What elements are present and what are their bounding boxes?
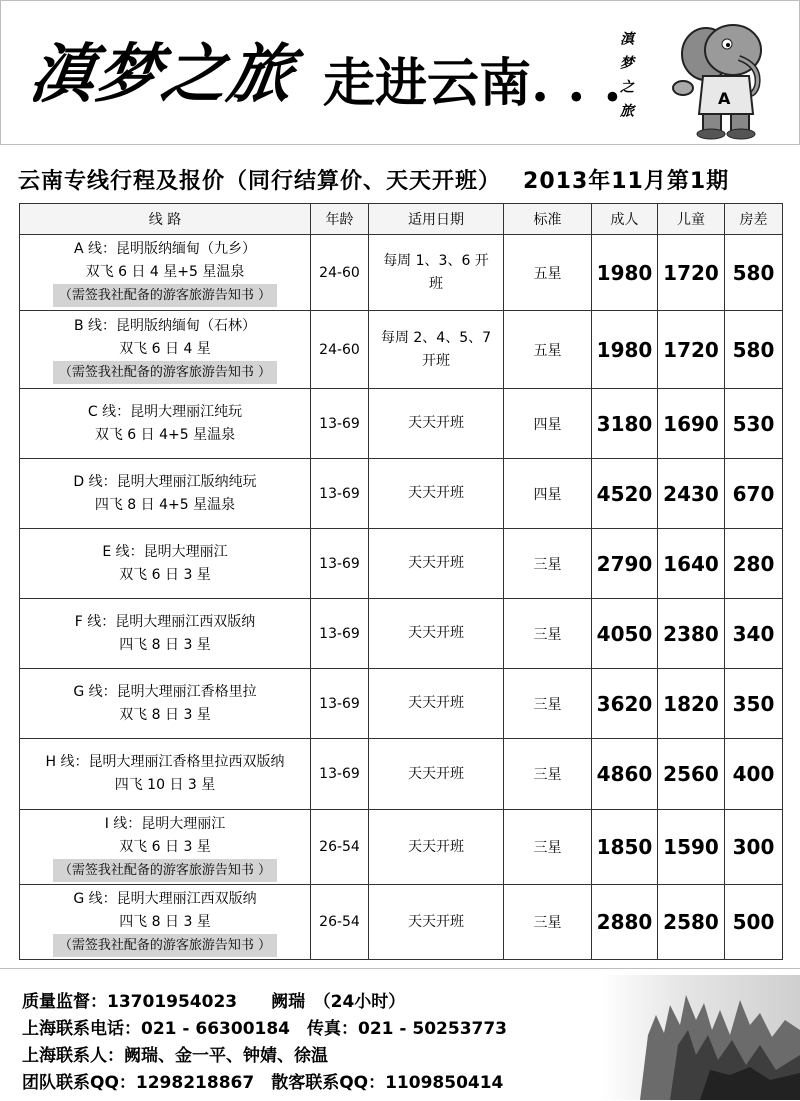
child-price-cell: 2560	[658, 739, 725, 810]
route-cell	[20, 739, 311, 810]
child-price-cell: 1590	[658, 810, 725, 885]
adult-price-cell: 1980	[592, 311, 658, 389]
date-cell: 天天开班	[369, 669, 504, 739]
standard-cell: 三星	[504, 739, 592, 810]
price-table	[19, 203, 783, 960]
age-cell: 24-60	[311, 311, 369, 389]
room-difference-cell: 350	[725, 669, 783, 739]
standard-cell: 五星	[504, 235, 592, 311]
age-cell: 24-60	[311, 235, 369, 311]
child-price-cell: 2380	[658, 599, 725, 669]
supervision-line: 质量监督：13701954023 阙瑞 （24小时）	[22, 992, 406, 1012]
room-difference-cell: 280	[725, 529, 783, 599]
route-name: G 线：昆明大理丽江香格里拉	[73, 683, 257, 700]
route-cell	[20, 311, 311, 389]
route-cell	[20, 529, 311, 599]
room-difference-cell: 300	[725, 810, 783, 885]
route-cell	[20, 599, 311, 669]
age-cell: 13-69	[311, 669, 369, 739]
route-name: H 线：昆明大理丽江香格里拉西双版纳	[45, 754, 285, 770]
child-price-cell: 1720	[658, 235, 725, 311]
table-row	[20, 810, 783, 885]
route-detail: 双飞 6 日 3 星	[119, 566, 211, 583]
age-cell: 13-69	[311, 389, 369, 459]
adult-price-cell: 3620	[592, 669, 658, 739]
date-cell: 天天开班	[369, 739, 504, 810]
route-name: A 线：昆明版纳缅甸（九乡）	[73, 241, 257, 257]
room-difference-cell: 580	[725, 311, 783, 389]
standard-cell: 五星	[504, 311, 592, 389]
child-price-cell: 1720	[658, 311, 725, 389]
table-row	[20, 459, 783, 529]
age-cell: 13-69	[311, 529, 369, 599]
age-cell: 26-54	[311, 810, 369, 885]
route-cell	[20, 885, 311, 960]
date-cell: 天天开班	[369, 389, 504, 459]
room-difference-cell: 530	[725, 389, 783, 459]
adult-price-cell: 3180	[592, 389, 658, 459]
route-cell	[20, 235, 311, 311]
route-cell	[20, 669, 311, 739]
standard-cell: 四星	[504, 389, 592, 459]
room-difference-cell: 500	[725, 885, 783, 960]
date-cell: 天天开班	[369, 529, 504, 599]
slogan: 走进云南. . .	[323, 53, 622, 114]
route-cell	[20, 389, 311, 459]
table-row	[20, 311, 783, 389]
route-detail: 双飞 6 日 4 星+5 星温泉	[85, 264, 245, 280]
route-note: （需签我社配备的游客旅游告知书 ）	[53, 859, 277, 882]
table-row	[20, 529, 783, 599]
table-row	[20, 235, 783, 311]
standard-cell: 三星	[504, 810, 592, 885]
room-difference-cell: 400	[725, 739, 783, 810]
route-name: G 线：昆明大理丽江西双版纳	[73, 890, 257, 907]
adult-price-cell: 4860	[592, 739, 658, 810]
adult-price-cell: 1980	[592, 235, 658, 311]
header-child: 儿童	[658, 204, 725, 235]
date-cell: 每周 2、4、5、7 开班	[369, 311, 504, 389]
standard-cell: 三星	[504, 529, 592, 599]
header-room: 房差	[725, 204, 783, 235]
title-main: 云南专线行程及报价（同行结算价、天天开班）	[18, 169, 502, 194]
route-name: B 线：昆明版纳缅甸（石林）	[73, 318, 257, 334]
table-row	[20, 669, 783, 739]
elephant-mascot-icon	[661, 16, 771, 141]
date-cell: 天天开班	[369, 885, 504, 960]
header-standard: 标准	[504, 204, 592, 235]
phone-line: 上海联系电话：021 - 66300184 传真：021 - 50253773	[22, 1019, 508, 1039]
table-row	[20, 599, 783, 669]
child-price-cell: 2580	[658, 885, 725, 960]
standard-cell: 四星	[504, 459, 592, 529]
route-detail: 四飞 8 日 4+5 星温泉	[94, 496, 236, 513]
route-name: F 线：昆明大理丽江西双版纳	[74, 613, 256, 630]
adult-price-cell: 2880	[592, 885, 658, 960]
route-name: I 线：昆明大理丽江	[104, 815, 226, 832]
route-detail: 四飞 10 日 3 星	[114, 777, 216, 793]
route-detail: 双飞 8 日 3 星	[119, 706, 211, 723]
route-note: （需签我社配备的游客旅游告知书 ）	[53, 361, 277, 384]
page-title	[18, 164, 729, 195]
header-age: 年龄	[311, 204, 369, 235]
child-price-cell: 1640	[658, 529, 725, 599]
route-name: C 线：昆明大理丽江纯玩	[87, 403, 243, 420]
room-difference-cell: 340	[725, 599, 783, 669]
child-price-cell: 2430	[658, 459, 725, 529]
adult-price-cell: 4520	[592, 459, 658, 529]
route-name: D 线：昆明大理丽江版纳纯玩	[73, 473, 257, 490]
child-price-cell: 1820	[658, 669, 725, 739]
contacts-line: 上海联系人：阙瑞、金一平、钟婧、徐温	[22, 1046, 328, 1066]
route-cell	[20, 459, 311, 529]
date-cell: 每周 1、3、6 开班	[369, 235, 504, 311]
standard-cell: 三星	[504, 669, 592, 739]
route-note: （需签我社配备的游客旅游告知书 ）	[53, 934, 277, 957]
adult-price-cell: 4050	[592, 599, 658, 669]
route-detail: 四飞 8 日 3 星	[119, 913, 211, 930]
brand-title: 滇梦之旅	[24, 37, 300, 112]
standard-cell: 三星	[504, 885, 592, 960]
standard-cell: 三星	[504, 599, 592, 669]
age-cell: 13-69	[311, 739, 369, 810]
date-cell: 天天开班	[369, 459, 504, 529]
table-row	[20, 389, 783, 459]
date-cell: 天天开班	[369, 810, 504, 885]
route-detail: 四飞 8 日 3 星	[119, 636, 211, 653]
age-cell: 26-54	[311, 885, 369, 960]
route-detail: 双飞 6 日 3 星	[119, 838, 211, 855]
age-cell: 13-69	[311, 599, 369, 669]
header-route: 线 路	[20, 204, 311, 235]
title-issue: 2013年11月第1期	[523, 169, 730, 194]
header-adult: 成人	[592, 204, 658, 235]
route-detail: 双飞 6 日 4 星	[119, 341, 211, 357]
room-difference-cell: 580	[725, 235, 783, 311]
header-banner	[0, 0, 800, 145]
route-cell	[20, 810, 311, 885]
table-row	[20, 739, 783, 810]
route-detail: 双飞 6 日 4+5 星温泉	[94, 426, 236, 443]
date-cell: 天天开班	[369, 599, 504, 669]
adult-price-cell: 1850	[592, 810, 658, 885]
adult-price-cell: 2790	[592, 529, 658, 599]
table-row	[20, 885, 783, 960]
qq-line: 团队联系QQ：1298218867 散客联系QQ：1109850414	[22, 1073, 504, 1093]
route-note: （需签我社配备的游客旅游告知书 ）	[53, 284, 277, 307]
stone-forest-image-icon	[600, 975, 800, 1100]
header-date: 适用日期	[369, 204, 504, 235]
route-name: E 线：昆明大理丽江	[102, 543, 228, 560]
vertical-brand: 滇梦之旅	[618, 31, 634, 127]
child-price-cell: 1690	[658, 389, 725, 459]
age-cell: 13-69	[311, 459, 369, 529]
room-difference-cell: 670	[725, 459, 783, 529]
table-header-row	[20, 204, 783, 235]
svg-text:A: A	[718, 89, 731, 108]
